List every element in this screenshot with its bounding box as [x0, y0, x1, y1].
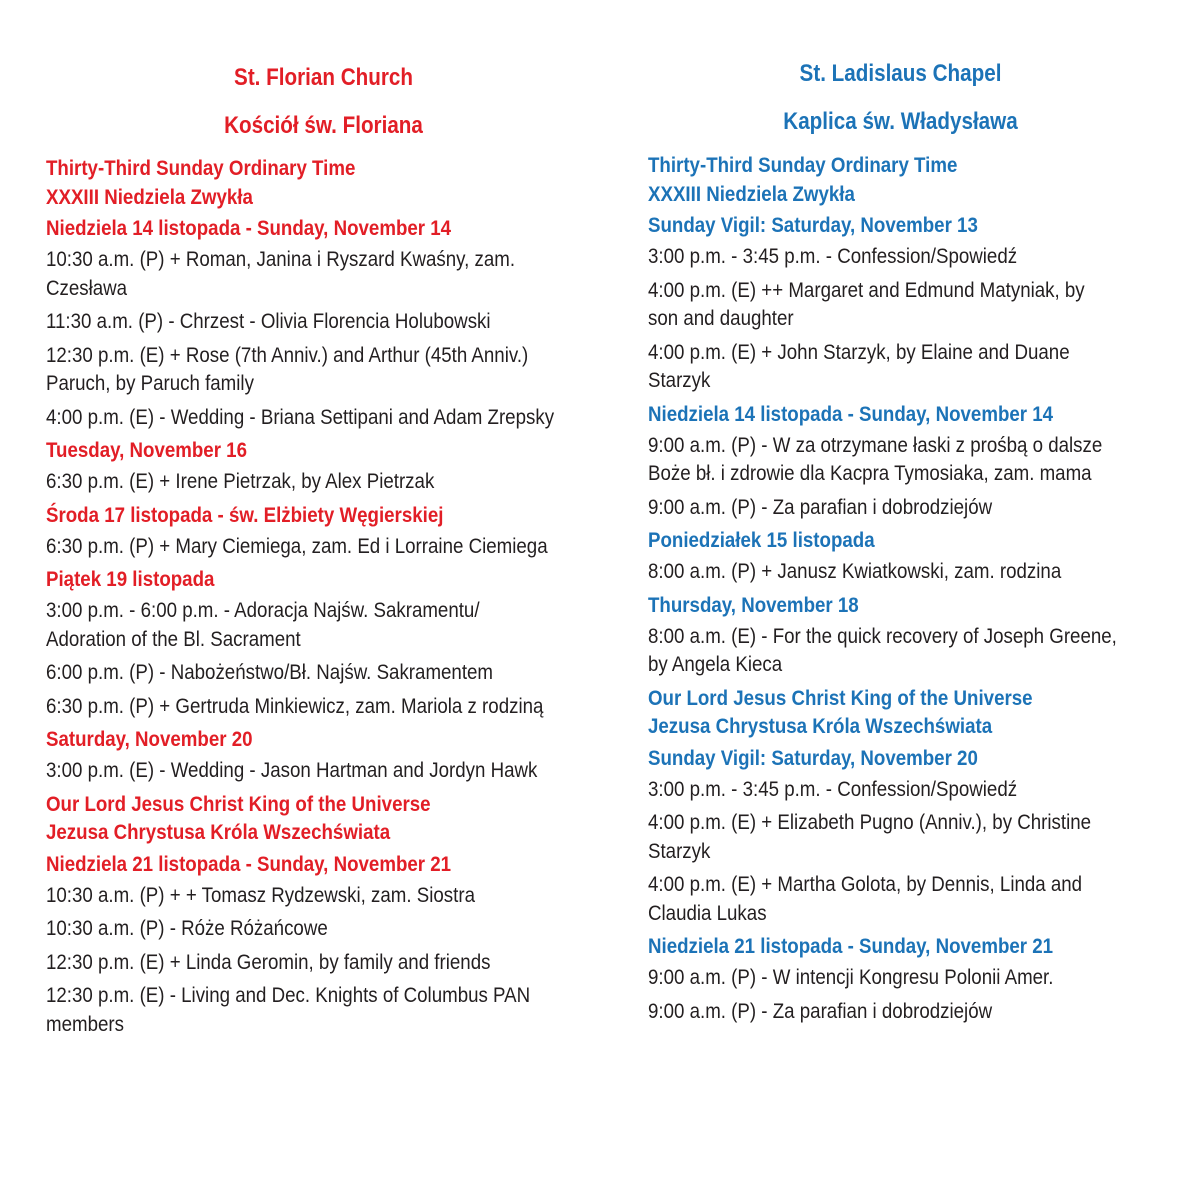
date-heading: Thirty-Third Sunday Ordinary Time — [46, 156, 356, 180]
mass-schedule-list — [46, 154, 606, 1043]
mass-intention — [46, 245, 533, 302]
intention-line: 4:00 p.m. (E) + John Starzyk, by Elaine and Duane — [648, 339, 1070, 364]
date-heading: Our Lord Jesus Christ King of the Universe — [648, 685, 1033, 710]
date-heading: Niedziela 14 listopada - Sunday, November 14 — [648, 401, 1054, 426]
date-heading: Thursday, November 18 — [648, 592, 859, 617]
mass-intention — [648, 775, 1096, 804]
mass-schedule-list — [648, 151, 1163, 1030]
intention-line: 3:00 p.m. - 3:45 p.m. - Confession/Spowiedź — [648, 776, 1018, 801]
date-heading: Jezusa Chrystusa Króla Wszechświata — [648, 714, 993, 738]
intention-line: Claudia Lukas — [648, 900, 767, 925]
intention-line: 12:30 p.m. (E) - Living and Dec. Knights of Columbus PAN — [46, 983, 531, 1007]
mass-intention — [46, 403, 555, 432]
intention-line: Paruch, by Paruch family — [46, 371, 254, 395]
chapel-title-polish: Kaplica św. Władysława — [783, 108, 1018, 135]
intention-line: 9:00 a.m. (P) - W intencji Kongresu Polonii Amer. — [648, 965, 1054, 989]
mass-intention — [648, 431, 1103, 488]
intention-line: by Angela Kieca — [648, 652, 783, 676]
mass-intention — [648, 493, 1096, 522]
mass-intention — [46, 596, 533, 653]
intention-line: 8:00 a.m. (E) - For the quick recovery of Joseph Greene, — [648, 623, 1117, 648]
mass-intention — [46, 532, 548, 561]
mass-intention — [648, 557, 1096, 586]
mass-intention — [648, 338, 1096, 395]
intention-line: 10:30 a.m. (P) - Róże Różańcowe — [46, 916, 328, 940]
intention-line: 4:00 p.m. (E) - Wedding - Briana Settipani and Adam Zrepsky — [46, 404, 555, 429]
date-heading: Tuesday, November 16 — [46, 438, 247, 462]
mass-intention — [46, 341, 533, 398]
intention-line: Adoration of the Bl. Sacrament — [46, 626, 301, 651]
intention-line: 12:30 p.m. (E) + Rose (7th Anniv.) and Arthur (45th Anniv.) — [46, 342, 529, 367]
intention-line: 3:00 p.m. - 3:45 p.m. - Confession/Spowiedź — [648, 244, 1018, 268]
intention-line: 4:00 p.m. (E) + Martha Golota, by Dennis, Linda and — [648, 872, 1083, 896]
mass-intention — [648, 242, 1096, 271]
mass-intention — [46, 658, 533, 687]
intention-line: 6:30 p.m. (E) + Irene Pietrzak, by Alex Pietrzak — [46, 469, 435, 493]
mass-intention — [46, 881, 533, 910]
mass-intention — [648, 808, 1096, 865]
intention-line: 10:30 a.m. (P) + + Tomasz Rydzewski, zam. Siostra — [46, 882, 475, 907]
mass-intention — [648, 276, 1096, 333]
mass-intention — [648, 997, 1096, 1026]
mass-intention — [648, 963, 1096, 992]
intention-line: 9:00 a.m. (P) - W za otrzymane łaski z prośbą o dalsze — [648, 432, 1103, 457]
intention-line: members — [46, 1011, 124, 1036]
intention-line: 9:00 a.m. (P) - Za parafian i dobrodziejów — [648, 494, 993, 519]
intention-line: 3:00 p.m. (E) - Wedding - Jason Hartman and Jordyn Hawk — [46, 758, 538, 782]
mass-intention — [46, 692, 544, 721]
date-heading: XXXIII Niedziela Zwykła — [648, 181, 855, 206]
intention-line: 3:00 p.m. - 6:00 p.m. - Adoracja Najśw. Sakramentu/ — [46, 598, 480, 622]
intention-line: 12:30 p.m. (E) + Linda Geromin, by family and friends — [46, 949, 491, 974]
intention-line: Starzyk — [648, 838, 711, 863]
intention-line: Boże bł. i zdrowie dla Kacpra Tymosiaka, zam. mama — [648, 461, 1092, 485]
date-heading: Niedziela 14 listopada - Sunday, November 14 — [46, 216, 452, 240]
chapel-title-english: St. Ladislaus Chapel — [799, 60, 1002, 87]
mass-intention — [46, 467, 533, 496]
mass-intention — [46, 948, 533, 977]
mass-intention — [648, 870, 1096, 927]
intention-line: Czesława — [46, 275, 128, 300]
mass-intention — [46, 756, 538, 785]
date-heading: XXXIII Niedziela Zwykła — [46, 184, 253, 209]
date-heading: Our Lord Jesus Christ King of the Universe — [46, 791, 431, 816]
intention-line: Starzyk — [648, 368, 711, 392]
date-heading: Poniedziałek 15 listopada — [648, 528, 875, 552]
mass-intention — [46, 981, 533, 1038]
date-heading: Sunday Vigil: Saturday, November 13 — [648, 213, 978, 237]
church-title-english: St. Florian Church — [234, 64, 413, 91]
intention-line: 6:00 p.m. (P) - Nabożeństwo/Bł. Najśw. Sakramentem — [46, 660, 494, 684]
intention-line: 9:00 a.m. (P) - Za parafian i dobrodziejów — [648, 998, 993, 1023]
intention-line: 4:00 p.m. (E) + Elizabeth Pugno (Anniv.), by Christine — [648, 810, 1092, 834]
intention-line: 6:30 p.m. (P) + Mary Ciemiega, zam. Ed i Lorraine Ciemiega — [46, 533, 548, 558]
date-heading: Niedziela 21 listopada - Sunday, November 21 — [648, 934, 1054, 958]
intention-line: 6:30 p.m. (P) + Gertruda Minkiewicz, zam. Mariola z rodziną — [46, 693, 544, 718]
mass-intention — [46, 307, 533, 336]
date-heading: Piątek 19 listopada — [46, 567, 215, 591]
church-title-polish: Kościół św. Floriana — [224, 112, 423, 139]
date-heading: Sunday Vigil: Saturday, November 20 — [648, 745, 978, 770]
date-heading: Środa 17 listopada - św. Elżbiety Węgierskiej — [46, 502, 444, 527]
mass-intention — [648, 622, 1117, 679]
intention-line: 11:30 a.m. (P) - Chrzest - Olivia Florencia Holubowski — [46, 309, 491, 333]
date-heading: Niedziela 21 listopada - Sunday, November 21 — [46, 851, 452, 876]
date-heading: Jezusa Chrystusa Króla Wszechświata — [46, 820, 391, 844]
mass-intention — [46, 914, 533, 943]
intention-line: 8:00 a.m. (P) + Janusz Kwiatkowski, zam. rodzina — [648, 559, 1062, 583]
intention-line: 10:30 a.m. (P) + Roman, Janina i Ryszard Kwaśny, zam. — [46, 247, 516, 271]
intention-line: son and daughter — [648, 306, 794, 330]
date-heading: Saturday, November 20 — [46, 727, 253, 751]
date-heading: Thirty-Third Sunday Ordinary Time — [648, 153, 958, 177]
intention-line: 4:00 p.m. (E) ++ Margaret and Edmund Matyniak, by — [648, 277, 1085, 302]
